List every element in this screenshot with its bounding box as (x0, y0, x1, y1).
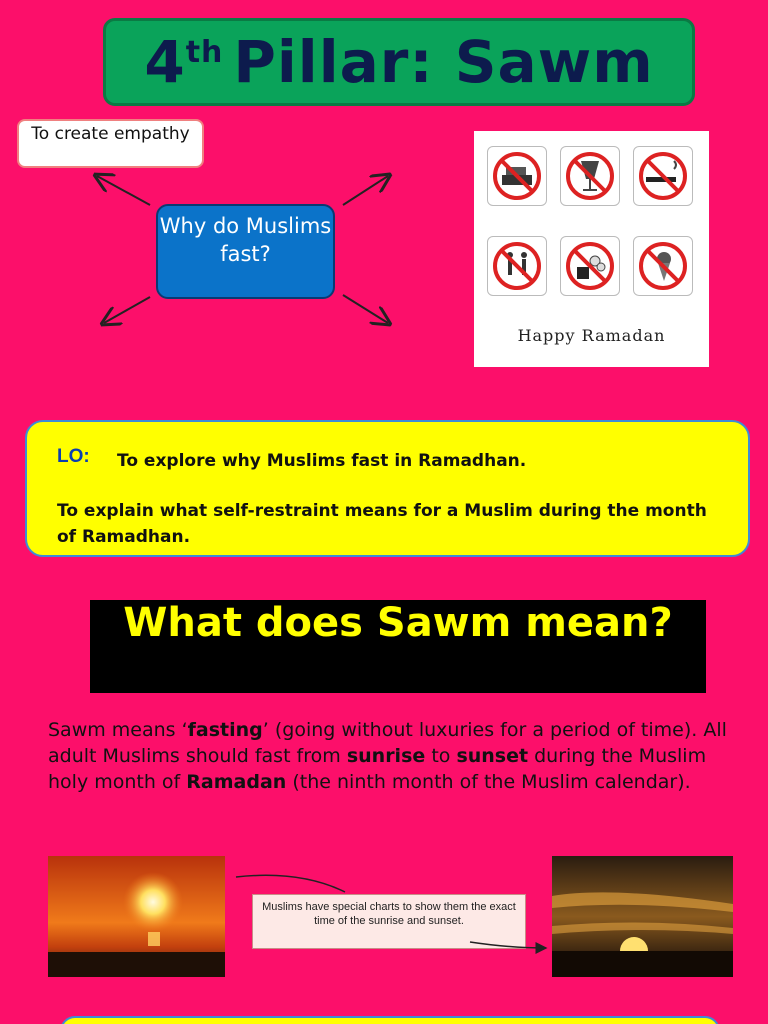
learning-objectives-box (25, 420, 750, 557)
no-medicine-icon (560, 236, 620, 296)
para-text: Sawm means ‘ (48, 719, 188, 741)
sunrise-photo (48, 856, 225, 977)
arrow-bottom-right (343, 295, 388, 323)
para-text: to (425, 745, 457, 767)
lo-label: LO: (57, 446, 90, 467)
page-title (103, 18, 695, 106)
arrow-top-left (97, 176, 150, 205)
empathy-box: To create empathy (17, 119, 204, 168)
happy-ramadan-caption: Happy Ramadan (517, 326, 666, 345)
sawm-definition-paragraph (48, 717, 738, 795)
section-heading: What does Sawm mean? (90, 600, 706, 693)
arrow-top-right (343, 176, 388, 205)
para-keyword-sunrise: sunrise (346, 745, 426, 767)
para-keyword-fasting: fasting (187, 719, 263, 741)
para-text: ’ (going without luxuries for a period of time). All adult Muslims should fast from (48, 719, 727, 767)
no-eating-icon (487, 146, 547, 206)
why-muslims-fast-box: Why do Muslims fast? (156, 204, 335, 299)
lo-objective-1: To explore why Muslims fast in Ramadhan. (117, 451, 527, 471)
no-ice-cream-icon (633, 236, 693, 296)
no-intimacy-icon (487, 236, 547, 296)
para-keyword-ramadan: Ramadan (186, 771, 287, 793)
no-smoking-icon (633, 146, 693, 206)
para-text: (the ninth month of the Muslim calendar). (286, 771, 691, 793)
arrow-bottom-left (104, 297, 150, 323)
sunset-photo (552, 856, 733, 977)
ramadan-signs-image (474, 131, 709, 367)
para-text: during the Muslim holy month of (48, 745, 707, 793)
no-drinking-icon (560, 146, 620, 206)
title-superscript: th (185, 34, 224, 70)
title-number: 4 (144, 28, 186, 96)
para-keyword-sunset: sunset (456, 745, 529, 767)
lo-objective-2: To explain what self-restraint means for a Muslim during the month of Ramadhan. (57, 501, 707, 547)
next-section-box (60, 1016, 720, 1024)
charts-note-box: Muslims have special charts to show them the exact time of the sunrise and sunset. (252, 894, 526, 949)
title-text: Pillar: Sawm (233, 28, 654, 96)
